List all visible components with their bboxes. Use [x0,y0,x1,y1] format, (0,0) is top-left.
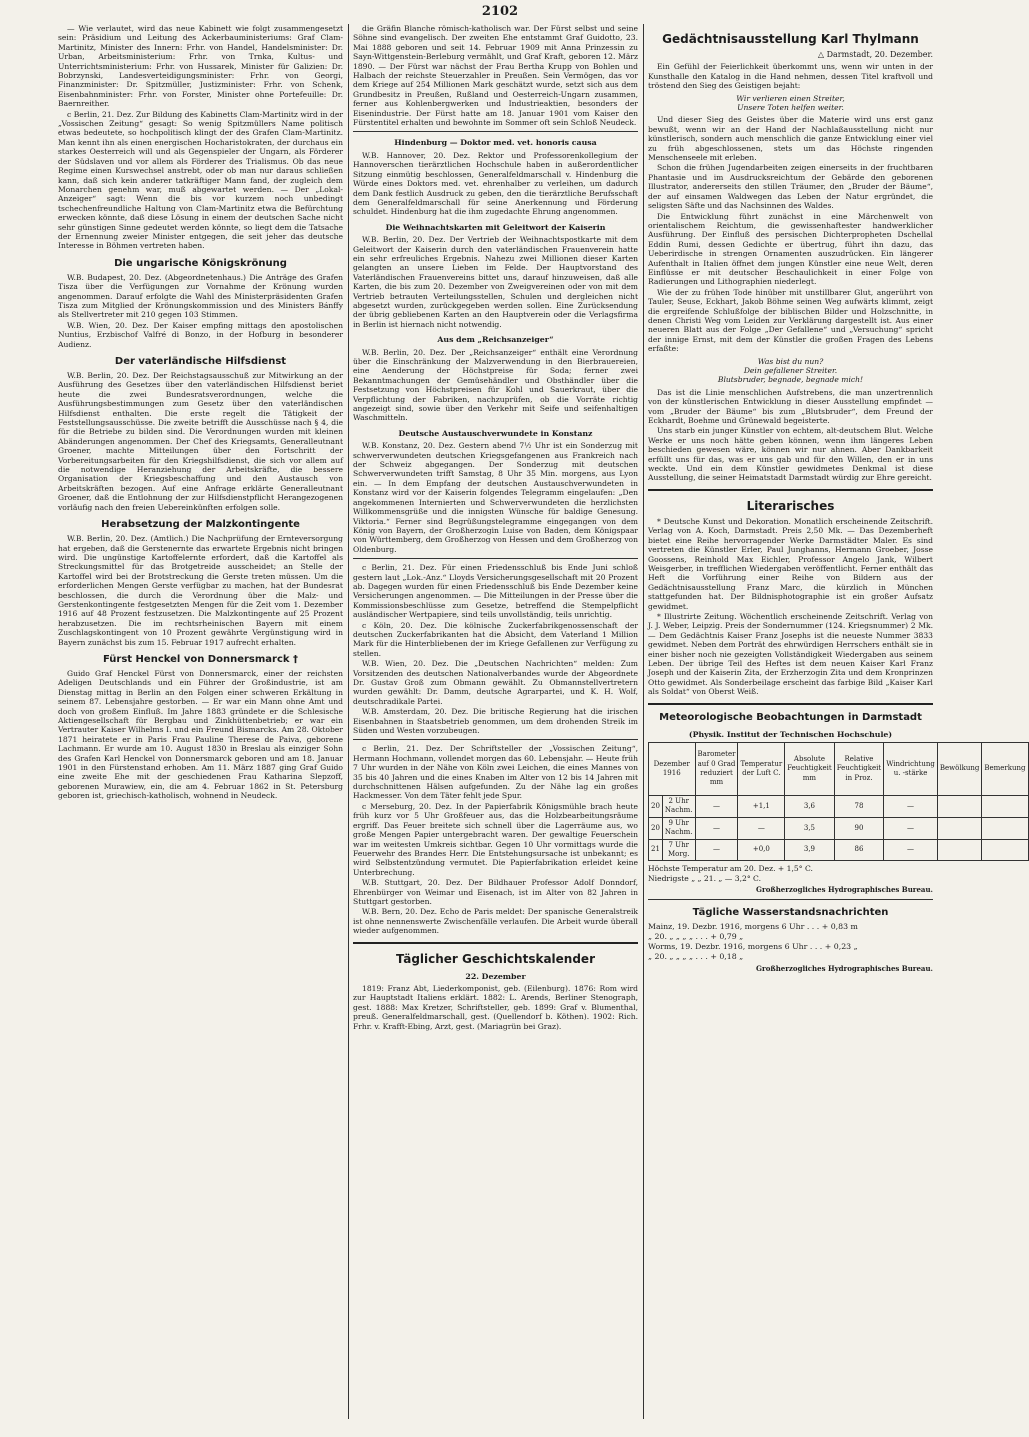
column-right [648,24,1026,977]
column-rule [348,24,349,1419]
page-number: 2102 [481,4,519,19]
table-cell: — [884,817,938,839]
article-heading: Die ungarische Königskrönung [114,257,287,269]
article-heading: Die Weihnachtskarten mit Geleitwort der Kaiserin [385,222,606,232]
table-cell: — [738,817,785,839]
article-heading: Gedächtnisausstellung Karl Thylmann [662,32,919,46]
table-cell: 3,9 [785,839,835,861]
table-cell: 7 Uhr Morg. [662,839,695,861]
article-paragraph: c Berlin, 21. Dez. Für einen Friedensschluß bis Ende Juni schloß gestern laut „Lok.-Anz.“ Lloyds Versicherungsgesellschaft mit 20 Prozent ab. Dagegen wurden für einen Friedensschluß bis Ende Dezember keine Versicherungen angenommen. — Die Mitteilungen in der Presse über die Kommissionsbeschlüsse zum Gesetze, betreffend die Stempelpflicht ausländischer Wertpapiere, sind teils unvollständig, teils unrichtig. [353,563,638,620]
table-header-row [649,743,1029,796]
poem-line: Dein gefallener Streiter. [743,366,838,375]
table-cell: 3,6 [785,796,835,818]
article-paragraph: W.B. Hannover, 20. Dez. Rektor und Professorenkollegium der Hannoverschen tierärztlichen Hochschule haben in außerordentlicher Sitzung einmütig beschlossen, Generalfeldmarschall v. Hindenburg die Würde eines Doktors med. vet. ehrenhalber zu verleihen, um dadurch dem Dank festlich Ausdruck zu geben, den die tierärztliche Berufsschaft dem Generalfeldmarschall für seine Anerkennung und Förderung schuldet. Hindenburg hat die ihm zugedachte Ehrung angenommen. [353,150,638,217]
article-heading: Hindenburg — Doktor med. vet. honoris causa [394,138,597,148]
calendar-text: 1819: Franz Abt, Liederkomponist, geb. (Eilenburg). 1876: Rom wird zur Hauptstadt Italiens erklärt. 1882: L. Arends, Berliner Stenograph, gest. 1888: Max Kretzer, Schriftsteller, geb. 1899: Graf v. Blumenthal, preuß. Generalfeldmarschall, gest. (Quellendorf b. Köthen). 1902: Rich. Frhr. v. Krafft-Ebing, Arzt, gest. (Mariagrün bei Graz). [353,983,638,1031]
table-header: Relative Feuchtigkeit in Proz. [834,743,884,796]
divider [353,942,638,944]
divider [648,703,933,705]
article-paragraph: W.B. Stuttgart, 20. Dez. Der Bildhauer Professor Adolf Donndorf, Ehrenbürger von Weimar und Eisenach, ist im Alter von 82 Jahren in Stuttgart gestorben. [353,878,638,906]
divider [353,131,638,132]
article-paragraph: W.B. Konstanz, 20. Dez. Gestern abend 7½ Uhr ist ein Sonderzug mit schwerverwundeten deutschen Kriegsgefangenen aus Frankreich nach der Schweiz abgegangen. Der Sonderzug mit deutschen Schwerverwundeten trifft Samstag, 8 Uhr 35 Min. morgens, aus Lyon ein. — In dem Empfang der deutschen Austauschverwundeten in Konstanz wird vor der Kaiserin folgendes Telegramm eingelaufen: „Den angekommenen Internierten und Schwerverwundeten die herzlichsten Willkommensgrüße und die innigsten Wünsche für baldige Genesung. Viktoria.“ Ferner sind Begrüßungstelegramme eingegangen von dem König von Bayern, der Großherzogin Luise von Baden, dem Königspaar von Württemberg, dem Großherzog von Hessen und dem Großherzog von Oldenburg. [353,441,638,554]
poem-line: Wir verlieren einen Streiter, [736,93,845,103]
table-header: Absolute Feuchtigkeit mm [785,743,835,796]
article-heading: Literarisches [746,498,835,513]
article-paragraph: c Merseburg, 20. Dez. In der Papierfabrik Königsmühle brach heute früh kurz vor 5 Uhr Großfeuer aus, das die Holzbearbeitungsräume ergriff. Das Feuer breitete sich schnell über die Lagerräume aus, wo große Mengen Papier untergebracht waren. Der gewaltige Feuerschein war im weitesten Umkreis sichtbar. Gegen 10 Uhr vormittags wurde die Feuerwehr des Brandes Herr. Die Entstehungsursache ist unbekannt; es wird Selbstentzündung vermutet. Die Papierfabrikation erleidet keine Unterbrechung. [353,801,638,877]
article-paragraph: W.B. Berlin, 20. Dez. Der Vertrieb der Weihnachtspostkarte mit dem Geleitwort der Kaiserin durch den vaterländischen Frauenverein hatte ein sehr erfreuliches Ergebnis. Nahezu zwei Millionen dieser Karten gelangten an unsere Lieben im Felde. Der Hauptvorstand des Vaterländischen Frauenvereins bittet uns, darauf hinzuweisen, daß alle Karten, die bis zum 20. Dezember von Zweigvereinen oder von mit dem Vertrieb betrauten Verteilungsstellen, Schulen und dergleichen nicht abgesetzt wurden, zurückgegeben werden sollen. Eine Zurücksendung der übrig gebliebenen Karten an den Hauptverein oder die Verlagsfirma in Berlin ist hiernach nicht notwendig. [353,235,638,329]
article-paragraph: c Berlin, 21. Dez. Zur Bildung des Kabinetts Clam-Martinitz wird in der „Vossischen Zeitung“ gesagt: So wenig Spitzmüllers Name politisch etwas bedeutete, so hochpolitisch klingt der des Grafen Clam-Martinitz. Man kennt ihn als einen energischen Hocharistokraten, der durchaus ein starkes Oesterreich will und als Gegenspieler der Ungarn, als Förderer der Südslaven und vor allem als Förderer des Trialismus. Ob das neue Regime einen Kurswechsel anstrebt, oder ob man nur daraus schließen kann, daß sich kein anderer tatkräftiger Mann fand, der zugleich dem Monarchen genehm war, muß abgewartet werden. — Der „Lokal-Anzeiger“ sagt: Wenn die bis vor kurzem noch unbedingt tschechenfreundliche Haltung von Clam-Martinitz etwa die Befürchtung erwecken könnte, daß diese Lösung in einem der deutschen Sache nicht sehr günstigen Sinne gedeutet werden könnte, so liegt dem die Tatsache der Ernennung zweier Minister entgegen, die seit jeher das deutsche Interesse in Böhmen vertreten haben. [58,109,343,251]
table-cell: 86 [834,839,884,861]
weather-subheading: (Physik. Institut der Technischen Hochschule) [688,729,893,739]
temperature-low: Niedrigste „ „ 21. „ — 3,2° C. [648,873,761,883]
article-paragraph: * Deutsche Kunst und Dekoration. Monatlich erscheinende Zeitschrift. Verlag von A. Koch, Darmstadt. Preis 2,50 Mk. — Das Dezemberheft bietet eine Reihe hervorragender Werke Darmstädter Maler. Es sind vertreten die Künstler Erler, Paul Junghanns, Hermann Groeber, Josse Goossens, Reinhold Max Eichler, Professor Angelo Jank, Wilbert Weisgerber, in trefflichen Wiedergaben veröffentlicht. Ferner enthält das Heft die Vorführung einer Reihe von Bildern aus der Gedächtnisausstellung Franz Marc, die kürzlich in München stattgefunden hat. Der Bildnisphotographie ist ein großer Aufsatz gewidmet. [648,516,933,611]
table-row [649,817,1029,839]
table-cell: 90 [834,817,884,839]
article-paragraph: Uns starb ein junger Künstler von echtem, alt-deutschem Blut. Welche Werke er uns noch hätte geben können, wenn ihm längeres Leben beschieden gewesen wäre, können wir nur ahnen. Aber Dankbarkeit erfüllt uns für das, was er uns gab und für den Willen, den er in uns weckte. Und ein dem Künstler gewidmetes Denkmal ist diese Ausstellung, die seiner Heimatstadt Darmstadt würdig zur Ehre gereicht. [648,426,933,483]
water-heading: Tägliche Wasserstandsnachrichten [692,906,889,918]
column-left [58,24,343,802]
water-levels [648,922,933,962]
table-cell: +0,0 [738,839,785,861]
divider [353,739,638,740]
divider [648,899,933,900]
table-cell: 21 [649,839,663,861]
article-paragraph: c Berlin, 21. Dez. Der Schriftsteller der „Vossischen Zeitung“, Hermann Hochmann, vollendet morgen das 60. Lebensjahr. — Heute früh 7 Uhr wurden in der Nähe von Köln zwei Leichen, die eines Mannes von 35 bis 40 Jahren und die eines Knaben im Alter von 12 bis 14 Jahren mit durchschnittenen Hälsen aufgefunden. Zu der Nähe lag ein großes Hackmesser. Von dem Täter fehlt jede Spur. [353,744,638,801]
poem-line: Unsere Toten helfen weiter. [737,103,844,113]
table-cell: — [695,817,738,839]
table-cell: 78 [834,796,884,818]
table-cell: +1,1 [738,796,785,818]
article-paragraph: Ein Gefühl der Feierlichkeit überkommt uns, wenn wir unten in der Kunsthalle den Katalog in die Hand nehmen, dessen Titel kraftvoll und tröstend den Sieg des Geistigen bejaht: [648,62,933,91]
article-heading: Der vaterländische Hilfsdienst [114,356,287,367]
article-paragraph: Das ist die Linie menschlichen Aufstrebens, die man unzertrennlich von der künstlerischen Entwicklung in dieser Ausstellung empfindet — vom „Bruder der Bäume“ bis zum „Blutsbruder“, dem Freund der Eckhardt, Boehme und Grünewald begeisterte. [648,387,933,426]
table-header: Bemerkung [982,743,1028,796]
weather-table [648,742,1029,861]
table-cell: 9 Uhr Nachm. [662,817,695,839]
table-cell: — [695,796,738,818]
table-cell: — [884,839,938,861]
table-header: Dezember 1916 [649,743,696,796]
article-paragraph: * Illustrirte Zeitung. Wöchentlich erscheinende Zeitschrift. Verlag von J. J. Weber, Leipzig. Preis der Sondernummer (124. Kriegsnummer) 2 Mk. — Dem Gedächtnis Kaiser Franz Josephs ist die neueste Nummer 3833 gewidmet. Neben dem Porträt des ehrwürdigen Herrschers enthält sie in einer bisher noch nie gezeigten Vollständigkeit Wiedergaben aus seinem Leben. Der übrige Teil des Heftes ist dem neuen Kaiser Karl Franz Joseph und der Kaiserin Zita, der Erzherzogin Zita und dem Kronprinzen Otto gewidmet. Als Sonderbeilage erscheint das farbige Bild „Kaiser Karl als Soldat“ von Oberst Weiß. [648,611,933,697]
article-paragraph: W.B. Budapest, 20. Dez. (Abgeordnetenhaus.) Die Anträge des Grafen Tisza über die Verfügungen zur Vornahme der Krönung wurden angenommen. Darauf erfolgte die Wahl des Ministerpräsidenten Grafen Tisza zum Mitglied der Krönungskommission und des Ministers Bánffy als Stellvertreter mit 210 gegen 103 Stimmen. [58,272,343,320]
table-cell: 20 [649,796,663,818]
table-cell [982,817,1028,839]
table-header: Windrichtung u. -stärke [884,743,938,796]
poem-quote [648,94,933,113]
table-cell: 3,5 [785,817,835,839]
weather-heading: Meteorologische Beobachtungen in Darmstadt [659,711,922,723]
calendar-heading: Täglicher Geschichtskalender [396,951,595,966]
article-paragraph: Schon die frühen Jugendarbeiten zeigen einerseits in der fruchtbaren Phantasie und im Ausdrucksreichtum der Gebärde den geborenen Illustrator, andererseits den stillen Träumer, den „Bruder der Bäume“, der auf einsamen Waldwegen das Leben der Natur ergründet, die seligsten Säfte und das Nachsinnen des Waldes. [648,163,933,211]
column-middle [353,24,638,1032]
article-paragraph: W.B. Wien, 20. Dez. Die „Deutschen Nachrichten“ melden: Zum Vorsitzenden des deutschen Nationalverbandes wurde der Abgeordnete Dr. Gustav Groß zum Obmann gewählt. Zu Obmannstellvertretern wurden gewählt: Dr. Damm, deutsche Agrarpartei, und K. H. Wolf, deutschradikale Partei. [353,659,638,706]
article-paragraph: W.B. Bern, 20. Dez. Echo de Paris meldet: Der spanische Generalstreik ist ohne nennenswerte Zwischenfälle verlaufen. Die Arbeit wurde überall wieder aufgenommen. [353,907,638,936]
table-cell: 20 [649,817,663,839]
article-heading: Aus dem „Reichsanzeiger“ [437,335,554,345]
article-paragraph: W.B. Berlin, 20. Dez. Der „Reichsanzeiger“ enthält eine Verordnung über die Einschränkung der Malzverwendung in den Bierbrauereien, eine Aenderung der Höchstpreise für Soda; ferner zwei Bekanntmachungen der Gemüsehändler und Obsthändler über die Festsetzung von Höchstpreisen für Kohl und Sauerkraut, über die Verpflichtung der Fabriken, nachzuprüfen, ob die Vorräte richtig angezeigt sind, sowie über den Verkehr mit Seife und seifenhaltigen Waschmitteln. [353,347,638,423]
poem-quote [648,357,933,385]
article-paragraph: Wie der zu frühen Tode hinüber mit unstillbarer Glut, angerührt von Tauler, Seuse, Eckhart, Jakob Böhme seinen Weg aufwärts klimmt, zeigt die ergreifende Schlußfolge der biblischen Bilder und Holzschnitte, in denen Christi Weg vom Leiden zur Verklärung dargestellt ist. Aus einer neueren Blatt aus der Folge „Der Gefallene“ und „Versuchung“ spricht der innige Ernst, mit dem der Künstler die großen Fragen des Lebens erfaßte: [648,287,933,354]
water-level-line: Mainz, 19. Dezbr. 1916, morgens 6 Uhr . . . + 0,83 m [648,921,858,931]
column-rule [643,24,644,1419]
table-cell [937,817,981,839]
table-row [649,839,1029,861]
divider [353,558,638,559]
article-paragraph: Und dieser Sieg des Geistes über die Materie wird uns erst ganz bewußt, wenn wir an der Hand der Nachlaßausstellung nicht nur künstlerisch, sondern auch menschlich die ganze Entwicklung einer viel zu früh abgeschlossenen, stets um das Höchste ringenden Menschenseele mit erleben. [648,115,933,163]
article-paragraph: W.B. Berlin, 20. Dez. Der Reichstagsausschuß zur Mitwirkung an der Ausführung des Gesetzes über den vaterländischen Hilfsdienst beriet heute die zwei Bundesratsverordnungen, welche die Ausführungsbestimmungen zum Gesetz über den vaterländischen Hilfsdienst enthalten. Die erste regelt die Tätigkeit der Feststellungsausschüsse. Die zweite betrifft die Ausschüsse nach § 4, die für die Betriebe zu bilden sind. Die Verordnungen wurden mit kleinen Abänderungen angenommen. Der Chef des Kriegsamts, Generalleutnant Groener, machte Mitteilungen über den Fortschritt der Vorbereitungsarbeiten für den Kriegshilfsdienst, die sich vor allem auf die notwendige Heranziehung der Arbeitskräfte, die bessere Organisation der Kriegsbeschaffung und den Austausch von Arbeitskräften bezogen. Auf eine Anfrage erklärte Generalleutnant Groener, daß die Entlohnung der zur Hilfsdienstpflicht Herangezogenen vorläufig nach den freien Uebereinkünften erfolgen solle. [58,371,343,512]
table-cell [982,839,1028,861]
table-cell [937,839,981,861]
water-level-line: „ 20. „ „ „ „ . . . + 0,79 „ [648,931,744,941]
article-paragraph: W.B. Wien, 20. Dez. Der Kaiser empfing mittags den apostolischen Nuntius, Erzbischof Valfré di Bonzo, in der Hofburg in besonderer Audienz. [58,320,343,349]
article-paragraph: — Wie verlautet, wird das neue Kabinett wie folgt zusammengesetzt sein: Präsidium und Leitung des Ackerbauministeriums: Graf Clam-Martinitz, Minister des Innern: Frhr. von Handel, Handelsminister: Dr. Urban, Arbeitsministerium: Frhr. von Trnka, Kultus- und Unterrichtsministerium: Frhr. von Hussarek, Minister für Galizien: Dr. Bobrzynski, Landesverteidigungsminister: Frhr. von Georgi, Finanzminister: Dr. Spitzmüller, Justizminister: Frhr. von Schenk, Eisenbahnminister: Frhr. von Forster, Minister ohne Portefeuille: Dr. Baernreither. [58,24,343,109]
article-paragraph: W.B. Berlin, 20. Dez. (Amtlich.) Die Nachprüfung der Ernteversorgung hat ergeben, daß die Gerstenernte das erwartete Ergebnis nicht bringen wird. Die ungünstige Kartoffelernte erfordert, daß die Kartoffel als Streckungsmittel für das Brotgetreide ausscheidet; an Stelle der Kartoffel wird bei der Brotstreckung die Gerste treten müssen. Um die erforderlichen Mengen Gerste verfügbar zu machen, hat der Bundesrat beschlossen, die durch die Verordnung über die Malz- und Gerstenkontingente festgesetzten Mengen für die Zeit vom 1. Dezember 1916 auf 48 Prozent festzusetzen. Die Malzkontingente auf 25 Prozent herabzusetzen. Die im rechtsrheinischen Bayern mit einem Zuschlagskontingent von 10 Prozent gewährte Vergünstigung wird in Bayern zunächst bis zum 15. Februar 1917 aufrecht erhalten. [58,534,343,647]
bureau-credit: Großherzogliches Hydrographisches Bureau. [756,885,933,895]
table-header: Bewölkung [937,743,981,796]
table-cell: 2 Uhr Nachm. [662,796,695,818]
calendar-date: 22. Dezember [465,971,526,981]
article-heading: Deutsche Austauschverwundete in Konstanz [398,428,593,438]
poem-line: Blutsbruder, begnade, begnade mich! [717,375,864,385]
table-cell: — [695,839,738,861]
water-level-line: „ 20. „ „ „ „ . . . + 0,18 „ [648,951,744,961]
temperature-high: Höchste Temperatur am 20. Dez. + 1,5° C. [648,864,813,874]
poem-line: Was bist du nun? [757,356,824,366]
table-cell [982,796,1028,818]
article-paragraph: die Gräfin Blanche römisch-katholisch war. Der Fürst selbst und seine Söhne sind evangelisch. Der zweiten Ehe entstammt Graf Guidotto, 23. Mai 1888 geboren und seit 14. Februar 1909 mit Anna Prinzessin zu Sayn-Wittgenstein-Berleburg vermählt, und Graf Kraft, geboren 12. März 1890. — Der Fürst war nächst der Frau Bertha Krupp von Bohlen und Halbach der reichste Steuerzahler in Preußen. Sein Vermögen, das vor dem Kriege auf 254 Millionen Mark geschätzt wurde, setzt sich aus dem Grundbesitz in Preußen, Rußland und Oesterreich-Ungarn zusammen, ferner aus Kohlenbergwerken und Industrieaktien, besonders der Eisenindustrie. Der Fürst hatte am 18. Januar 1901 vom Kaiser den Fürstentitel erhalten und bewohnte im Sommer oft sein Schloß Neudeck. [353,24,638,128]
article-heading: Fürst Henckel von Donnersmarck † [102,653,299,665]
article-paragraph: Guido Graf Henckel Fürst von Donnersmarck, einer der reichsten Adeligen Deutschlands und ein Führer der Großindustrie, ist am Dienstag mittag in Berlin an den Folgen einer schweren Erkältung in seinem 87. Lebensjahre gestorben. — Er war ein Mann ohne Amt und doch von großem Einfluß. Im Jahre 1883 gründete er die Schlesische Aktiengesellschaft für Bergbau und Zinkhüttenbetrieb; er war ein Vertrauter Kaiser Wilhelms I. und ein Freund Bismarcks. Am 28. Oktober 1871 heiratete er in Paris Frau Pauline Therese de Paiva, geborene Lachmann. Er wurde am 10. August 1830 in Breslau als einziger Sohn des Grafen Karl Henckel von Donnersmarck geboren und am 18. Januar 1901 in den Fürstenstand erhoben. Am 11. März 1887 ging Graf Guido eine zweite Ehe mit der geschiedenen Frau Katharina Slepzoff, geborenen Murawiew, ein, die am 4. Februar 1862 in St. Petersburg geboren ist, griechisch-katholisch, wohnend in Neudeck. [58,668,343,801]
table-cell [937,796,981,818]
table-cell: — [884,796,938,818]
dateline: △ Darmstadt, 20. Dezember. [817,50,933,59]
article-paragraph: W.B. Amsterdam, 20. Dez. Die britische Regierung hat die irischen Eisenbahnen in Staatsbetrieb genommen, um dem drohenden Streik im Süden und Westen vorzubeugen. [353,707,638,736]
article-paragraph: c Köln, 20. Dez. Die kölnische Zuckerfabrikgenossenschaft der deutschen Zuckerfabrikanten hat die Absicht, dem Vaterland 1 Million Mark für die Hinterbliebenen der im Kriege Gefallenen zur Verfügung zu stellen. [353,620,638,658]
table-header: Temperatur der Luft C. [738,743,785,796]
bureau-credit: Großherzogliches Hydrographisches Bureau. [756,963,933,973]
table-row [649,796,1029,818]
article-paragraph: Die Entwicklung führt zunächst in eine Märchenwelt von orientalischem Reichtum, die gewissenhaftester handwerklicher Ausführung. Der Einfluß des persischen Dichterpropheten Dschellal Eddin Rumi, dessen Gedichte er übertrug, führt ihn dazu, das Ueberirdische in strengen Ornamenten auszudrücken. Ein längerer Aufenthalt in Italien öffnet dem jungen Künstler eine neue Welt, deren Einflüsse er mit deutscher Beschaulichkeit in einer Folge von Radierungen und Lithographien niederlegt. [648,211,933,287]
water-level-line: Worms, 19. Dezbr. 1916, morgens 6 Uhr . . . + 0,23 „ [648,941,858,951]
article-heading: Herabsetzung der Malzkontingente [101,519,300,531]
divider [648,489,933,491]
table-header: Barometer auf 0 Grad reduziert mm [695,743,738,796]
